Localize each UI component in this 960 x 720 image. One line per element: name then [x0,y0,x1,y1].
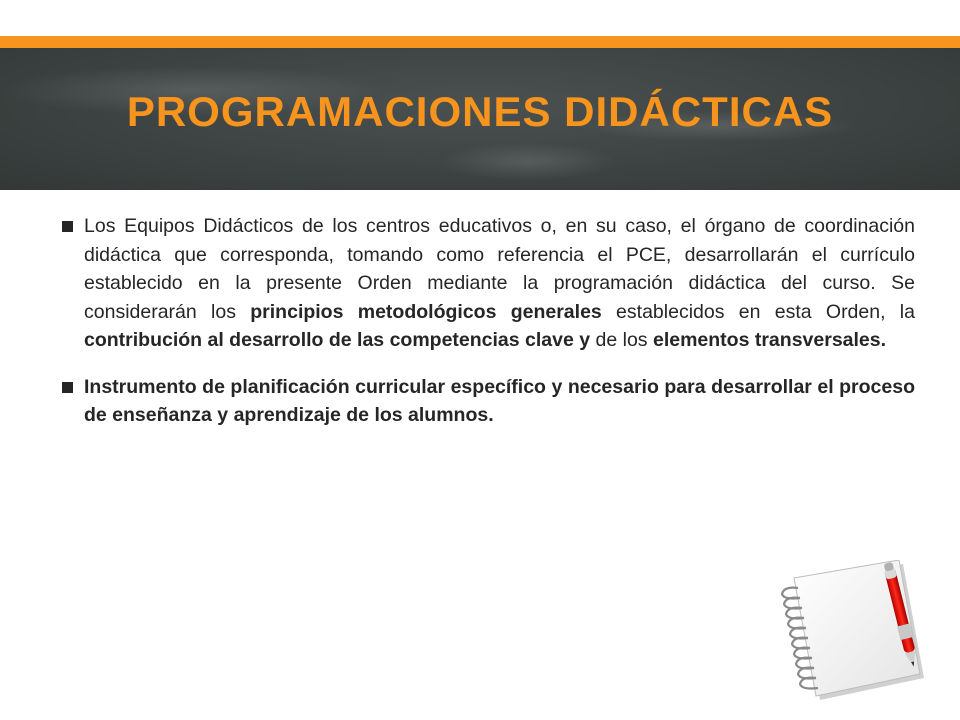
bullet-item [60,373,915,430]
slide-body [60,212,915,448]
bullet-text-segment: Los Equipos Didácticos de los centros educativos o, en su caso, el órgano de coordinación didáctica que corresponda, tomando como referencia el PCE, desarrollarán el currículo establecido en la presente Orden mediante la programación didáctica del curso. Se considerarán los [84,215,915,323]
top-margin [0,0,960,36]
bullet-text-bold: contribución al desarrollo de las competencias clave y [84,329,591,351]
bullet-text-bold: elementos transversales. [652,329,887,351]
bullet-item [60,212,915,355]
slide-title: PROGRAMACIONES DIDÁCTICAS [126,88,834,135]
square-bullet-icon [62,221,73,232]
bullet-text-bold: Instrumento de planificación curricular específico y necesario para desarrollar el proceso de enseñanza y aprendizaje de los alumnos. [84,375,915,426]
accent-bar [0,36,960,48]
bullet-text-bold: principios metodológicos generales [250,300,602,323]
bullet-text-segment: de los [590,329,653,351]
notebook-with-pen-icon [768,560,940,705]
square-bullet-icon [62,382,73,393]
bullet-text-segment: establecidos en esta Orden, la [601,300,915,323]
